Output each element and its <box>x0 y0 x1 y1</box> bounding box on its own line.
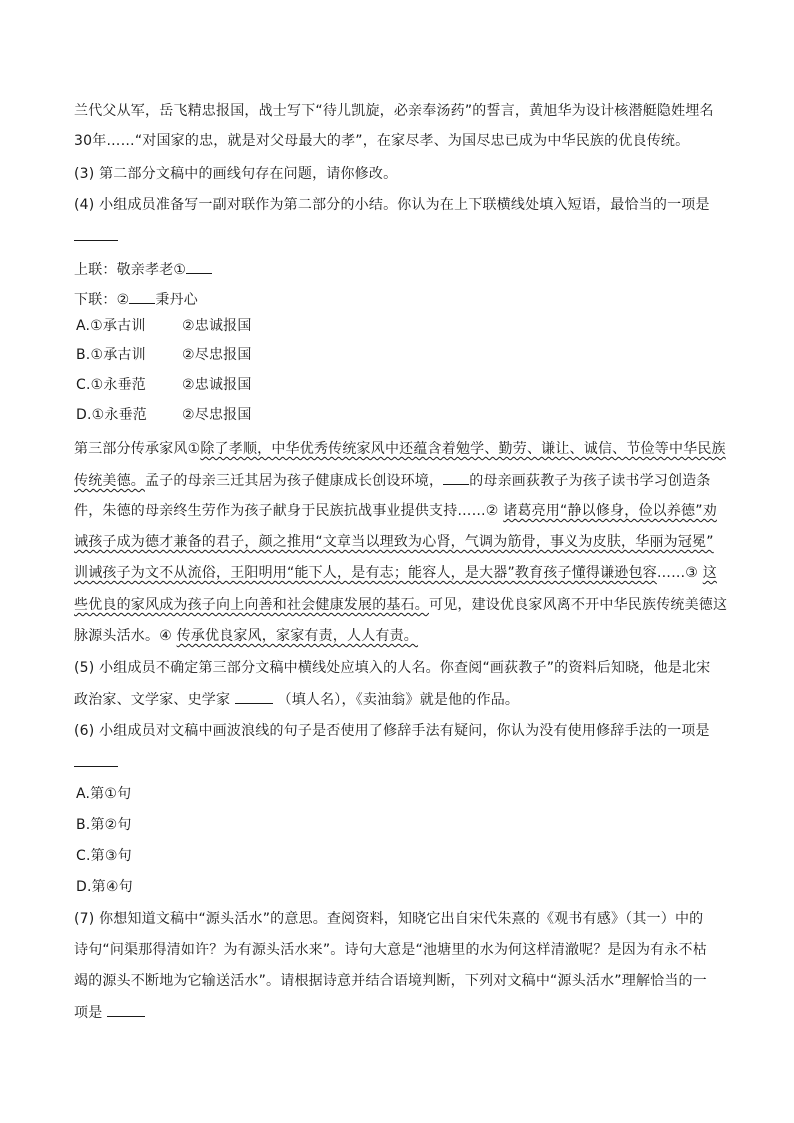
text-run: 第三部分传承家风① <box>74 441 201 457</box>
text-run: 孟子的母亲三迁其居为孩子健康成长创设环境， <box>145 473 444 489</box>
couplet-lower-text-b: 秉丹心 <box>155 292 198 308</box>
text-run: 件，朱德的母亲终生劳作为孩子献身于民族抗战事业提供支持……② <box>74 503 504 519</box>
q4-option-b[interactable] <box>76 345 252 365</box>
part3-line-6 <box>74 595 727 615</box>
option-part-1: A.①承古训 <box>76 318 146 334</box>
question-5-line-1: (5) 小组成员不确定第三部分文稿中横线处应填入的人名。你查阅“画荻教子”的资料后知晓，他是北宋 <box>74 660 711 676</box>
question-7-line-4 <box>74 1002 145 1023</box>
question-4-answer-blank[interactable] <box>74 226 118 247</box>
q6-option-b[interactable]: B.第②句 <box>76 817 132 833</box>
couplet-lower <box>74 289 198 310</box>
wavy-underlined-sentence-4: 传承优良家风，家家有责，人人有责。 <box>176 628 419 644</box>
answer-blank[interactable] <box>74 752 118 767</box>
part3-line-1 <box>74 439 726 459</box>
text-run: 的母亲画荻教子为孩子读书学习创造条 <box>469 473 711 489</box>
text-run: ……③ <box>656 565 703 581</box>
text-run: 可见，建设优良家风离不开中华民族传统美德这 <box>429 597 728 613</box>
couplet-upper-text: 上联：敬亲孝老① <box>74 262 187 278</box>
answer-blank[interactable] <box>235 689 273 704</box>
name-blank[interactable] <box>443 470 469 485</box>
part3-line-2 <box>74 470 711 491</box>
wavy-underlined-sentence-2-cont: 诫孩子成为德才兼备的君子，颜之推用“文章当以理致为心肾，气调为筋骨，事义为皮肤，华丽为冠冕” <box>74 534 714 550</box>
wavy-underlined-sentence-3-end: 些优良的家风成为孩子向上向善和社会健康发展的基石。 <box>74 597 429 613</box>
question-5-line-2 <box>74 689 519 710</box>
part3-line-4 <box>74 532 714 552</box>
text-run: 政治家、文学家、史学家 <box>74 692 235 708</box>
part3-line-5 <box>74 563 717 583</box>
option-part-1: B.①承古训 <box>76 347 146 363</box>
option-part-2: ②尽忠报国 <box>182 347 252 363</box>
q6-option-d[interactable]: D.第④句 <box>76 879 133 895</box>
text-run: 项是 <box>74 1005 108 1021</box>
question-7-line-2: 诗句“问渠那得清如许？为有源头活水来”。诗句大意是“池塘里的水为何这样清澈呢？是因为有永不枯 <box>74 942 707 958</box>
question-4-stem: (4) 小组成员准备写一副对联作为第二部分的小结。你认为在上下联横线处填入短语，最恰当的一项是 <box>74 197 710 213</box>
option-part-2: ②尽忠报国 <box>182 407 252 423</box>
option-part-1: D.①永垂范 <box>76 407 147 423</box>
answer-blank[interactable] <box>74 226 118 241</box>
q4-option-d[interactable] <box>76 405 252 425</box>
question-6-stem: (6) 小组成员对文稿中画波浪线的句子是否使用了修辞手法有疑问，你认为没有使用修辞手法的一项是 <box>74 723 710 739</box>
intro-line-1: 兰代父从军，岳飞精忠报国，战士写下“待儿凯旋，必亲奉汤药”的誓言，黄旭华为设计核潜艇隐姓埋名 <box>74 103 714 119</box>
q6-option-a[interactable]: A.第①句 <box>76 786 132 802</box>
wavy-underlined-sentence-2-end: 训诫孩子为文不从流俗，王阳明用“能下人，是有志；能容人，是大器”教育孩子懂得谦逊包容 <box>74 565 657 581</box>
couplet-blank-1[interactable] <box>186 259 212 274</box>
q4-option-c[interactable] <box>76 375 252 395</box>
question-7-line-3: 竭的源头不断地为它输送活水”。请根据诗意并结合语境判断，下列对文稿中“源头活水”理解恰当的一 <box>74 973 707 989</box>
text-run: 脉源头活水。④ <box>74 628 177 644</box>
q6-option-c[interactable]: C.第③句 <box>76 848 132 864</box>
option-part-2: ②忠诚报国 <box>182 318 252 334</box>
answer-blank[interactable] <box>107 1002 145 1017</box>
wavy-underlined-sentence-3: 这 <box>702 565 717 581</box>
wavy-underlined-sentence-1-end: 传统美德。 <box>74 473 145 489</box>
intro-line-2: 30年……“对国家的忠，就是对父母最大的孝”，在家尽孝、为国尽忠已成为中华民族的优良传统。 <box>74 133 690 149</box>
couplet-lower-text-a: 下联：② <box>74 292 130 308</box>
wavy-underlined-sentence-2: 诸葛亮用“静以修身，俭以养德”劝 <box>503 503 717 519</box>
option-part-2: ②忠诚报国 <box>182 377 252 393</box>
part3-line-7 <box>74 626 418 646</box>
part3-line-3 <box>74 501 717 521</box>
couplet-blank-2[interactable] <box>129 289 155 304</box>
wavy-underlined-sentence-1: 除了孝顺，中华优秀传统家风中还蕴含着勉学、勤劳、谦让、诚信、节俭等中华民族 <box>200 441 726 457</box>
question-7-line-1: (7) 你想知道文稿中“源头活水”的意思。查阅资料，知晓它出自宋代朱熹的《观书有感》（其一）中的 <box>74 911 704 927</box>
question-6-answer-blank[interactable] <box>74 752 118 773</box>
option-part-1: C.①永垂范 <box>76 377 146 393</box>
text-run: （填人名），《卖油翁》就是他的作品。 <box>272 692 520 708</box>
couplet-upper <box>74 259 212 280</box>
question-3: (3) 第二部分文稿中的画线句存在问题，请你修改。 <box>74 166 398 182</box>
q4-option-a[interactable] <box>76 316 252 336</box>
